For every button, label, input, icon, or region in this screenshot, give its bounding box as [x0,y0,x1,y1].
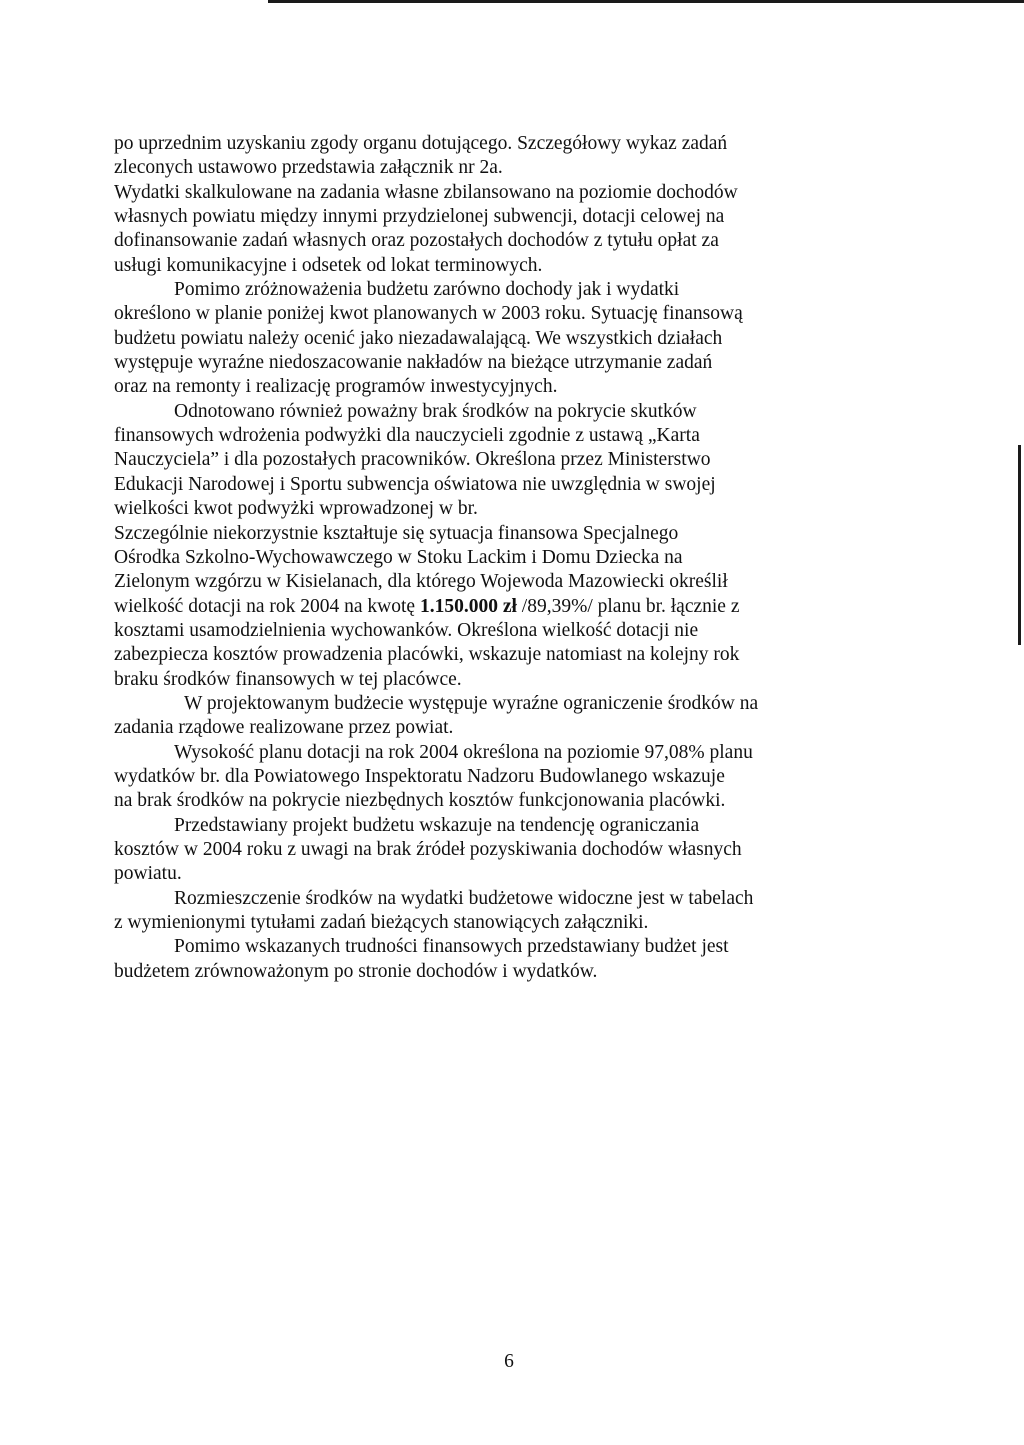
text-line [114,448,904,472]
text-line [114,716,904,740]
line-text: kosztami usamodzielnienia wychowanków. Określona wielkość dotacji nie [114,619,699,641]
text-line [114,229,904,253]
line-text: powiatu. [114,863,182,885]
line-text: budżetu powiatu należy ocenić jako niezadawalającą. We wszystkich działach [114,327,723,349]
line-text: określono w planie poniżej kwot planowanych w 2003 roku. Sytuację finansową [114,303,743,325]
line-text: na brak środków na pokrycie niezbędnych kosztów funkcjonowania placówki. [114,790,726,812]
line-text: Szczególnie niekorzystnie kształtuje się sytuacja finansowa Specjalnego [114,522,679,544]
text-line [114,960,904,984]
text-line [114,302,904,326]
text-line [114,935,904,959]
text-line [114,741,904,765]
scan-top-rule [268,0,1024,3]
text-line [114,473,904,497]
scan-right-edge-mark [1018,445,1021,645]
line-text: oraz na remonty i realizację programów inwestycyjnych. [114,376,558,398]
text-line [114,375,904,399]
text-line [114,814,904,838]
text-line [114,570,904,594]
text-line [114,132,904,156]
line-text: Ośrodka Szkolno-Wychowawczego w Stoku Lackim i Domu Dziecka na [114,546,683,568]
line-text: braku środków finansowych w tej placówce. [114,668,462,690]
text-line [114,546,904,570]
line-text: budżetem zrównoważonym po stronie dochodów i wydatków. [114,960,598,982]
text-line [114,278,904,302]
line-text: Edukacji Narodowej i Sportu subwencja oświatowa nie uwzględnia w swojej [114,473,716,495]
text-line [114,887,904,911]
text-line [114,254,904,278]
line-text: wydatków br. dla Powiatowego Inspektoratu Nadzoru Budowlanego wskazuje [114,765,725,787]
amount-bold: 1.150.000 zł [419,595,517,617]
line-text: wielkości kwot podwyżki wprowadzonej w br. [114,498,478,520]
line-text-continued: /89,39%/ planu br. łącznie z [516,595,740,617]
text-line [114,327,904,351]
text-line [114,156,904,180]
text-line [114,643,904,667]
line-text: dofinansowanie zadań własnych oraz pozostałych dochodów z tytułu opłat za [114,230,719,252]
line-text: zadania rządowe realizowane przez powiat. [114,717,454,739]
text-line [114,522,904,546]
line-text: finansowych wdrożenia podwyżki dla nauczycieli zgodnie z ustawą „Karta [114,425,700,447]
text-line [114,619,904,643]
line-text: W projektowanym budżecie występuje wyraźne ograniczenie środków na [184,692,759,714]
document-body [114,132,904,984]
text-line [114,351,904,375]
line-text: Odnotowano również poważny brak środków na pokrycie skutków [174,400,697,422]
text-line [114,692,904,716]
text-line [114,400,904,424]
line-text: Pomimo zróżnoważenia budżetu zarówno dochody jak i wydatki [174,279,680,301]
line-text: z wymienionymi tytułami zadań bieżących stanowiących załączniki. [114,912,649,933]
text-line [114,424,904,448]
line-text: zabezpiecza kosztów prowadzenia placówki, wskazuje natomiast na kolejny rok [114,644,740,666]
line-text: kosztów w 2004 roku z uwagi na brak źródeł pozyskiwania dochodów własnych [114,838,742,860]
line-text: Wysokość planu dotacji na rok 2004 określona na poziomie 97,08% planu [174,741,753,763]
line-text: Rozmieszczenie środków na wydatki budżetowe widoczne jest w tabelach [174,887,754,909]
text-line [114,205,904,229]
text-line [114,789,904,813]
text-line [114,862,904,886]
line-text: Pomimo wskazanych trudności finansowych przedstawiany budżet jest [174,936,729,958]
line-text: Przedstawiany projekt budżetu wskazuje na tendencję ograniczania [174,814,700,836]
text-line [114,595,904,619]
line-text: Nauczyciela” i dla pozostałych pracowników. Określona przez Ministerstwo [114,449,711,471]
line-text: usługi komunikacyjne i odsetek od lokat terminowych. [114,254,543,276]
text-line [114,668,904,692]
text-line [114,911,904,935]
text-line [114,765,904,789]
text-line [114,181,904,205]
line-text: własnych powiatu między innymi przydzielonej subwencji, dotacji celowej na [114,206,725,228]
line-text: występuje wyraźne niedoszacowanie nakładów na bieżące utrzymanie zadań [114,352,713,374]
text-line [114,497,904,521]
line-text: Zielonym wzgórzu w Kisielanach, dla którego Wojewoda Mazowiecki określił [114,571,728,593]
text-line [114,838,904,862]
line-text: po uprzednim uzyskaniu zgody organu dotującego. Szczegółowy wykaz zadań [114,133,728,154]
line-text: zleconych ustawowo przedstawia załącznik nr 2a. [114,157,503,179]
page-number: 6 [504,1351,514,1372]
line-text: wielkość dotacji na rok 2004 na kwotę [114,595,420,617]
line-text: Wydatki skalkulowane na zadania własne zbilansowano na poziomie dochodów [114,181,738,203]
